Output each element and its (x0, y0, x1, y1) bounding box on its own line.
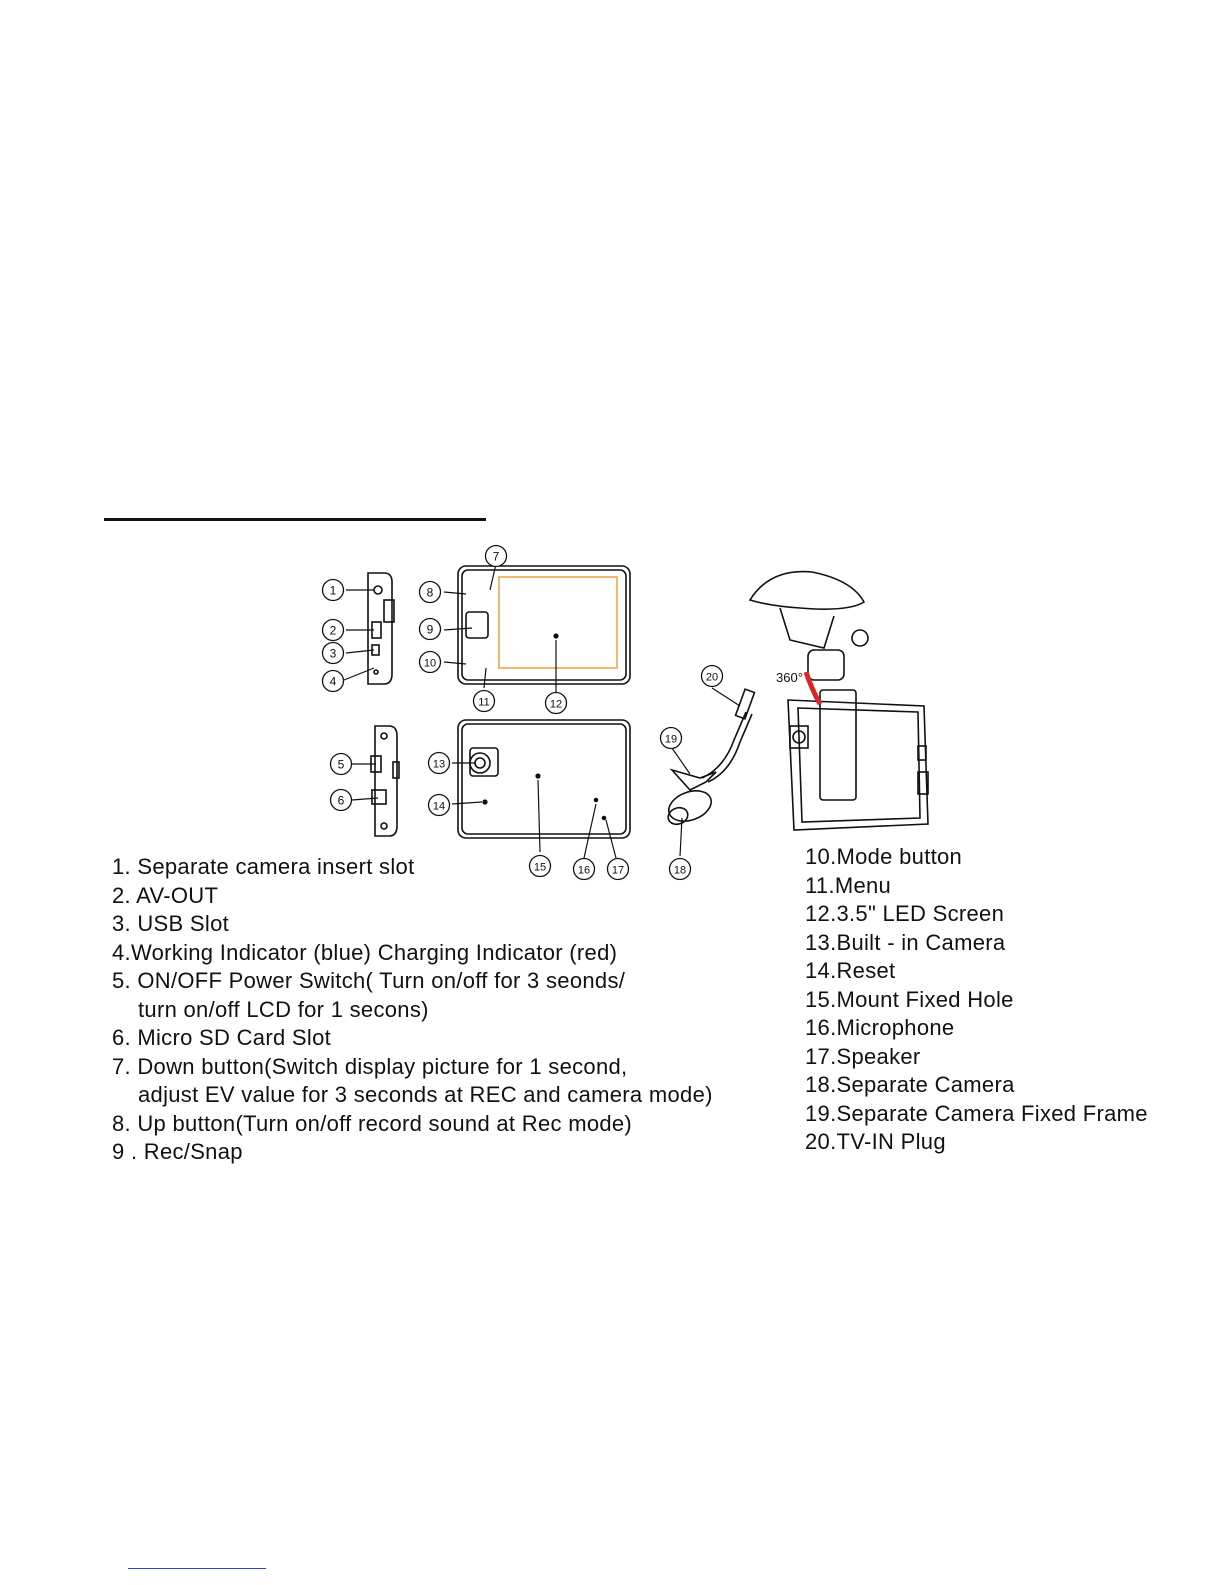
svg-text:13: 13 (432, 758, 446, 771)
legend-item: 5. ON/OFF Power Switch( Turn on/off for 3 seonds/ (112, 968, 626, 993)
leader-lines (344, 564, 740, 858)
legend-item: 4.Working Indicator (blue) Charging Indicator (red) (112, 939, 618, 965)
svg-text:14: 14 (432, 800, 446, 813)
back-view (458, 720, 630, 838)
legend-item: 7. Down button(Switch display picture for 1 second, (112, 1053, 628, 1079)
svg-text:1: 1 (329, 583, 337, 598)
svg-text:2: 2 (329, 623, 337, 638)
legend-item: adjust EV value for 3 seconds at REC and camera mode) (138, 1082, 713, 1107)
legend-item: 15.Mount Fixed Hole (805, 986, 1014, 1012)
callout-10 (420, 652, 441, 673)
side-view-power-sd (371, 726, 399, 836)
legend-item: 13.Built - in Camera (805, 929, 1006, 955)
legend-item: 6. Micro SD Card Slot (112, 1025, 332, 1050)
svg-text:6: 6 (337, 793, 345, 808)
legend-item: 12.3.5" LED Screen (805, 901, 1005, 926)
svg-text:4: 4 (329, 674, 337, 689)
svg-text:20: 20 (705, 671, 719, 684)
svg-text:11: 11 (478, 696, 490, 709)
callout-2 (323, 620, 344, 641)
svg-text:5: 5 (337, 757, 345, 772)
legend-item: 1. Separate camera insert slot (112, 854, 415, 879)
svg-text:17: 17 (611, 864, 625, 877)
callout-19 (661, 728, 682, 749)
svg-text:19: 19 (664, 733, 678, 746)
callout-9 (420, 619, 441, 640)
callout-5 (331, 754, 352, 775)
svg-text:18: 18 (673, 864, 687, 877)
legend-item: turn on/off LCD for 1 secons) (138, 996, 429, 1022)
callout-3 (323, 643, 344, 664)
rotation-label: 360° (776, 670, 803, 685)
legend-item: 17.Speaker (805, 1043, 921, 1069)
callout-8 (420, 582, 441, 603)
legend-item: 10.Mode button (805, 844, 963, 869)
mounted-device (750, 572, 928, 830)
legend-item: 16.Microphone (805, 1015, 955, 1040)
callout-12 (546, 693, 567, 714)
callout-20 (702, 666, 723, 687)
svg-text:3: 3 (329, 646, 337, 661)
svg-text:9: 9 (426, 622, 434, 637)
callout-14 (429, 795, 450, 816)
separate-camera (665, 689, 755, 827)
callout-6 (331, 790, 352, 811)
svg-text:10: 10 (423, 657, 437, 670)
svg-text:16: 16 (577, 864, 591, 877)
callout-7 (486, 546, 507, 567)
legend-item: 19.Separate Camera Fixed Frame (805, 1100, 1148, 1126)
callout-1 (323, 580, 344, 601)
front-view (458, 566, 630, 684)
callout-4 (323, 671, 344, 692)
legend-list-left (112, 853, 713, 1167)
legend-item: 14.Reset (805, 958, 896, 983)
svg-text:12: 12 (549, 698, 563, 711)
callout-13 (429, 753, 450, 774)
svg-text:15: 15 (533, 861, 547, 874)
footer-link-underline (128, 1568, 266, 1569)
legend-item: 8. Up button(Turn on/off record sound at Rec mode) (112, 1110, 633, 1136)
legend-item: 9 . Rec/Snap (112, 1139, 243, 1164)
callout-11 (474, 691, 495, 712)
legend-item: 18.Separate Camera (805, 1072, 1015, 1097)
legend-item: 20.TV-IN Plug (805, 1129, 946, 1154)
legend-list-right (805, 843, 1148, 1157)
legend-item: 11.Menu (805, 872, 892, 898)
legend-item: 3. USB Slot (112, 911, 230, 936)
legend-item: 2. AV-OUT (112, 882, 219, 908)
svg-text:8: 8 (426, 585, 434, 600)
rotation-arrow (806, 672, 820, 704)
svg-text:7: 7 (492, 549, 500, 564)
